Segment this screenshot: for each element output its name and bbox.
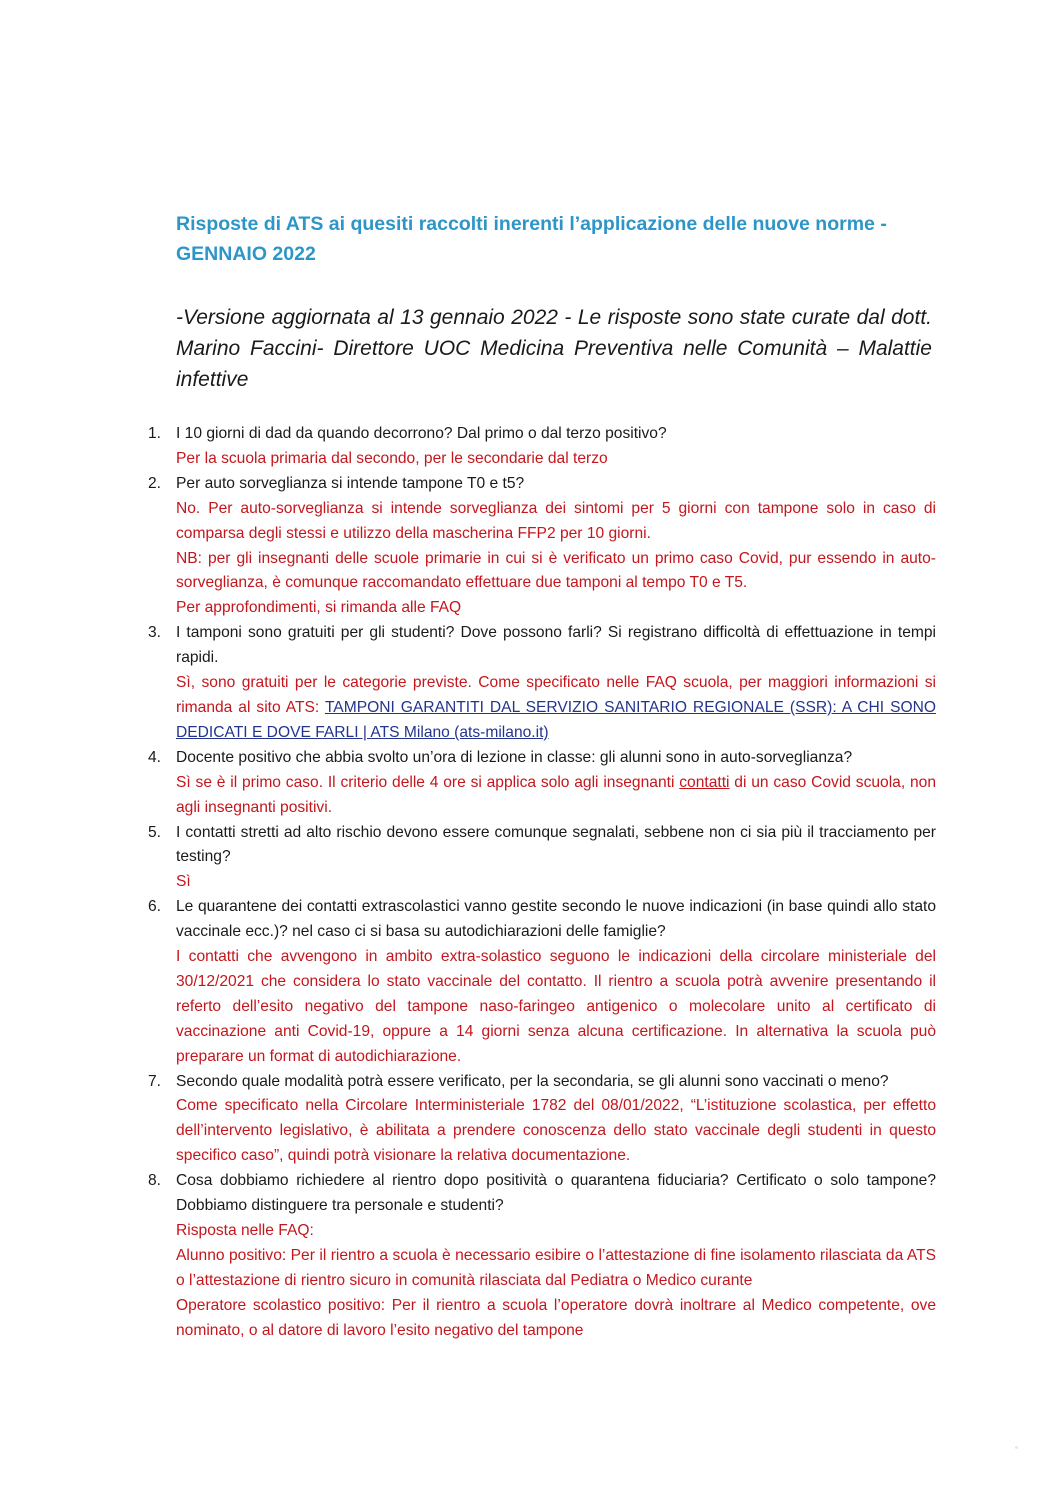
- item-number: 8.: [148, 1172, 162, 1190]
- item-number: 3.: [148, 624, 162, 642]
- item-number: 1.: [148, 425, 162, 442]
- qa-item: [140, 895, 936, 1069]
- item-number: 5.: [148, 823, 162, 841]
- question: I 10 giorni di dad da quando decorrono? Dal primo o dal terzo positivo?: [176, 425, 667, 442]
- qa-item: [140, 821, 936, 896]
- qa-item: [140, 1070, 936, 1170]
- item-number: 6.: [148, 898, 162, 916]
- question: Le quarantene dei contatti extrascolastici vanno gestite secondo le nuove indicazioni (in base quindi allo stato vaccinale ecc.)? nel caso ci si basa su autodichiarazioni delle famiglie?: [176, 898, 936, 941]
- scan-speck: [1015, 1446, 1018, 1449]
- question: I contatti stretti ad alto rischio devono essere comunque segnalati, sebbene non ci sia più il tracciamento per testing?: [176, 823, 936, 866]
- answer-heading: Risposta nelle FAQ:: [176, 1222, 314, 1239]
- answer: I contatti che avvengono in ambito extra-solastico seguono le indicazioni della circolare ministeriale del 30/12/2021 che considera lo stato vaccinale del contatto. Il rientro a scuola potrà avvenire presentando il referto dell’esito negativo del tampone naso-faringeo antigenico o molecolare unito al certificato di vaccinazione anti Covid-19, oppure a 14 giorni senza alcuna certificazione. In alternativa la scuola può preparare un format di autodichiarazione.: [176, 948, 936, 1065]
- answer: Operatore scolastico positivo: Per il rientro a scuola l’operatore dovrà inoltrare al Medico competente, ove nominato, o al datore di lavoro l’esito negativo del tampone: [176, 1296, 936, 1339]
- item-number: 4.: [148, 748, 162, 766]
- answer: Per la scuola primaria dal secondo, per le secondarie dal terzo: [176, 449, 608, 467]
- answer: Sì: [176, 873, 191, 891]
- qa-list: [140, 422, 936, 1344]
- document-title: Risposte di ATS ai quesiti raccolti inerenti l’applicazione delle nuove norme - GENNAIO 2022: [176, 213, 887, 265]
- item-number: 7.: [148, 1072, 162, 1090]
- qa-item: [140, 1169, 936, 1343]
- answer: No. Per auto-sorveglianza si intende sorveglianza dei sintomi per 5 giorni con tampone solo in caso di comparsa degli stessi e utilizzo della mascherina FFP2 per 10 giorni.: [176, 499, 936, 542]
- question: I tamponi sono gratuiti per gli studenti? Dove possono farli? Si registrano difficoltà di effettuazione in tempi rapidi.: [176, 624, 936, 667]
- qa-item: [140, 422, 936, 472]
- question: Per auto sorveglianza si intende tampone T0 e t5?: [176, 474, 525, 492]
- answer-reference: Per approfondimenti, si rimanda alle FAQ: [176, 599, 462, 617]
- question: Secondo quale modalità potrà essere verificato, per la secondaria, se gli alunni sono vaccinati o meno?: [176, 1072, 889, 1090]
- qa-item: [140, 621, 936, 746]
- answer: Come specificato nella Circolare Interministeriale 1782 del 08/01/2022, “L’istituzione scolastica, per effetto dell’intervento legislativo, è abilitata a prendere conoscenza dello stato vaccinale degli studenti in questo specifico caso”, quindi potrà visionare la relativa documentazione.: [176, 1097, 936, 1165]
- answer: [176, 771, 936, 821]
- answer-note: NB: per gli insegnanti delle scuole primarie in cui si è verificato un primo caso Covid, pur essendo in auto-sorveglianza, è comunque raccomandato effettuare due tamponi al tempo T0 e T5.: [176, 549, 936, 592]
- qa-item: [140, 472, 936, 621]
- answer: Alunno positivo: Per il rientro a scuola è necessario esibire o l’attestazione di fine isolamento rilasciata da ATS o l’attestazione di rientro sicuro in comunità rilasciata dal Pediatra o Medico curante: [176, 1246, 936, 1289]
- underlined-word: contatti: [679, 773, 730, 791]
- ats-tamponi-link[interactable]: TAMPONI GARANTITI DAL SERVIZIO SANITARIO REGIONALE (SSR): A CHI SONO DEDICATI E DOVE FARLI | ATS Milano (ats-milano.it): [176, 698, 936, 741]
- document-subtitle: -Versione aggiornata al 13 gennaio 2022 - Le risposte sono state curate dal dott. Marino Faccini- Direttore UOC Medicina Preventiva nelle Comunità – Malattie infettive: [176, 306, 932, 391]
- answer-text: Sì se è il primo caso. Il criterio delle 4 ore si applica solo agli insegnanti: [176, 773, 680, 791]
- answer-text: di un caso Covid scuola, non agli insegnanti positivi.: [176, 773, 936, 816]
- question: Docente positivo che abbia svolto un’ora di lezione in classe: gli alunni sono in auto-sorveglianza?: [176, 748, 853, 766]
- qa-item: [140, 746, 936, 821]
- question: Cosa dobbiamo richiedere al rientro dopo positività o quarantena fiduciaria? Certificato o solo tampone? Dobbiamo distinguere tra personale e studenti?: [176, 1172, 936, 1215]
- answer: [176, 671, 936, 746]
- answer-text: Sì, sono gratuiti per le categorie previste. Come specificato nelle FAQ scuola, per maggiori informazioni si rimanda al sito ATS:: [176, 674, 936, 716]
- item-number: 2.: [148, 474, 162, 492]
